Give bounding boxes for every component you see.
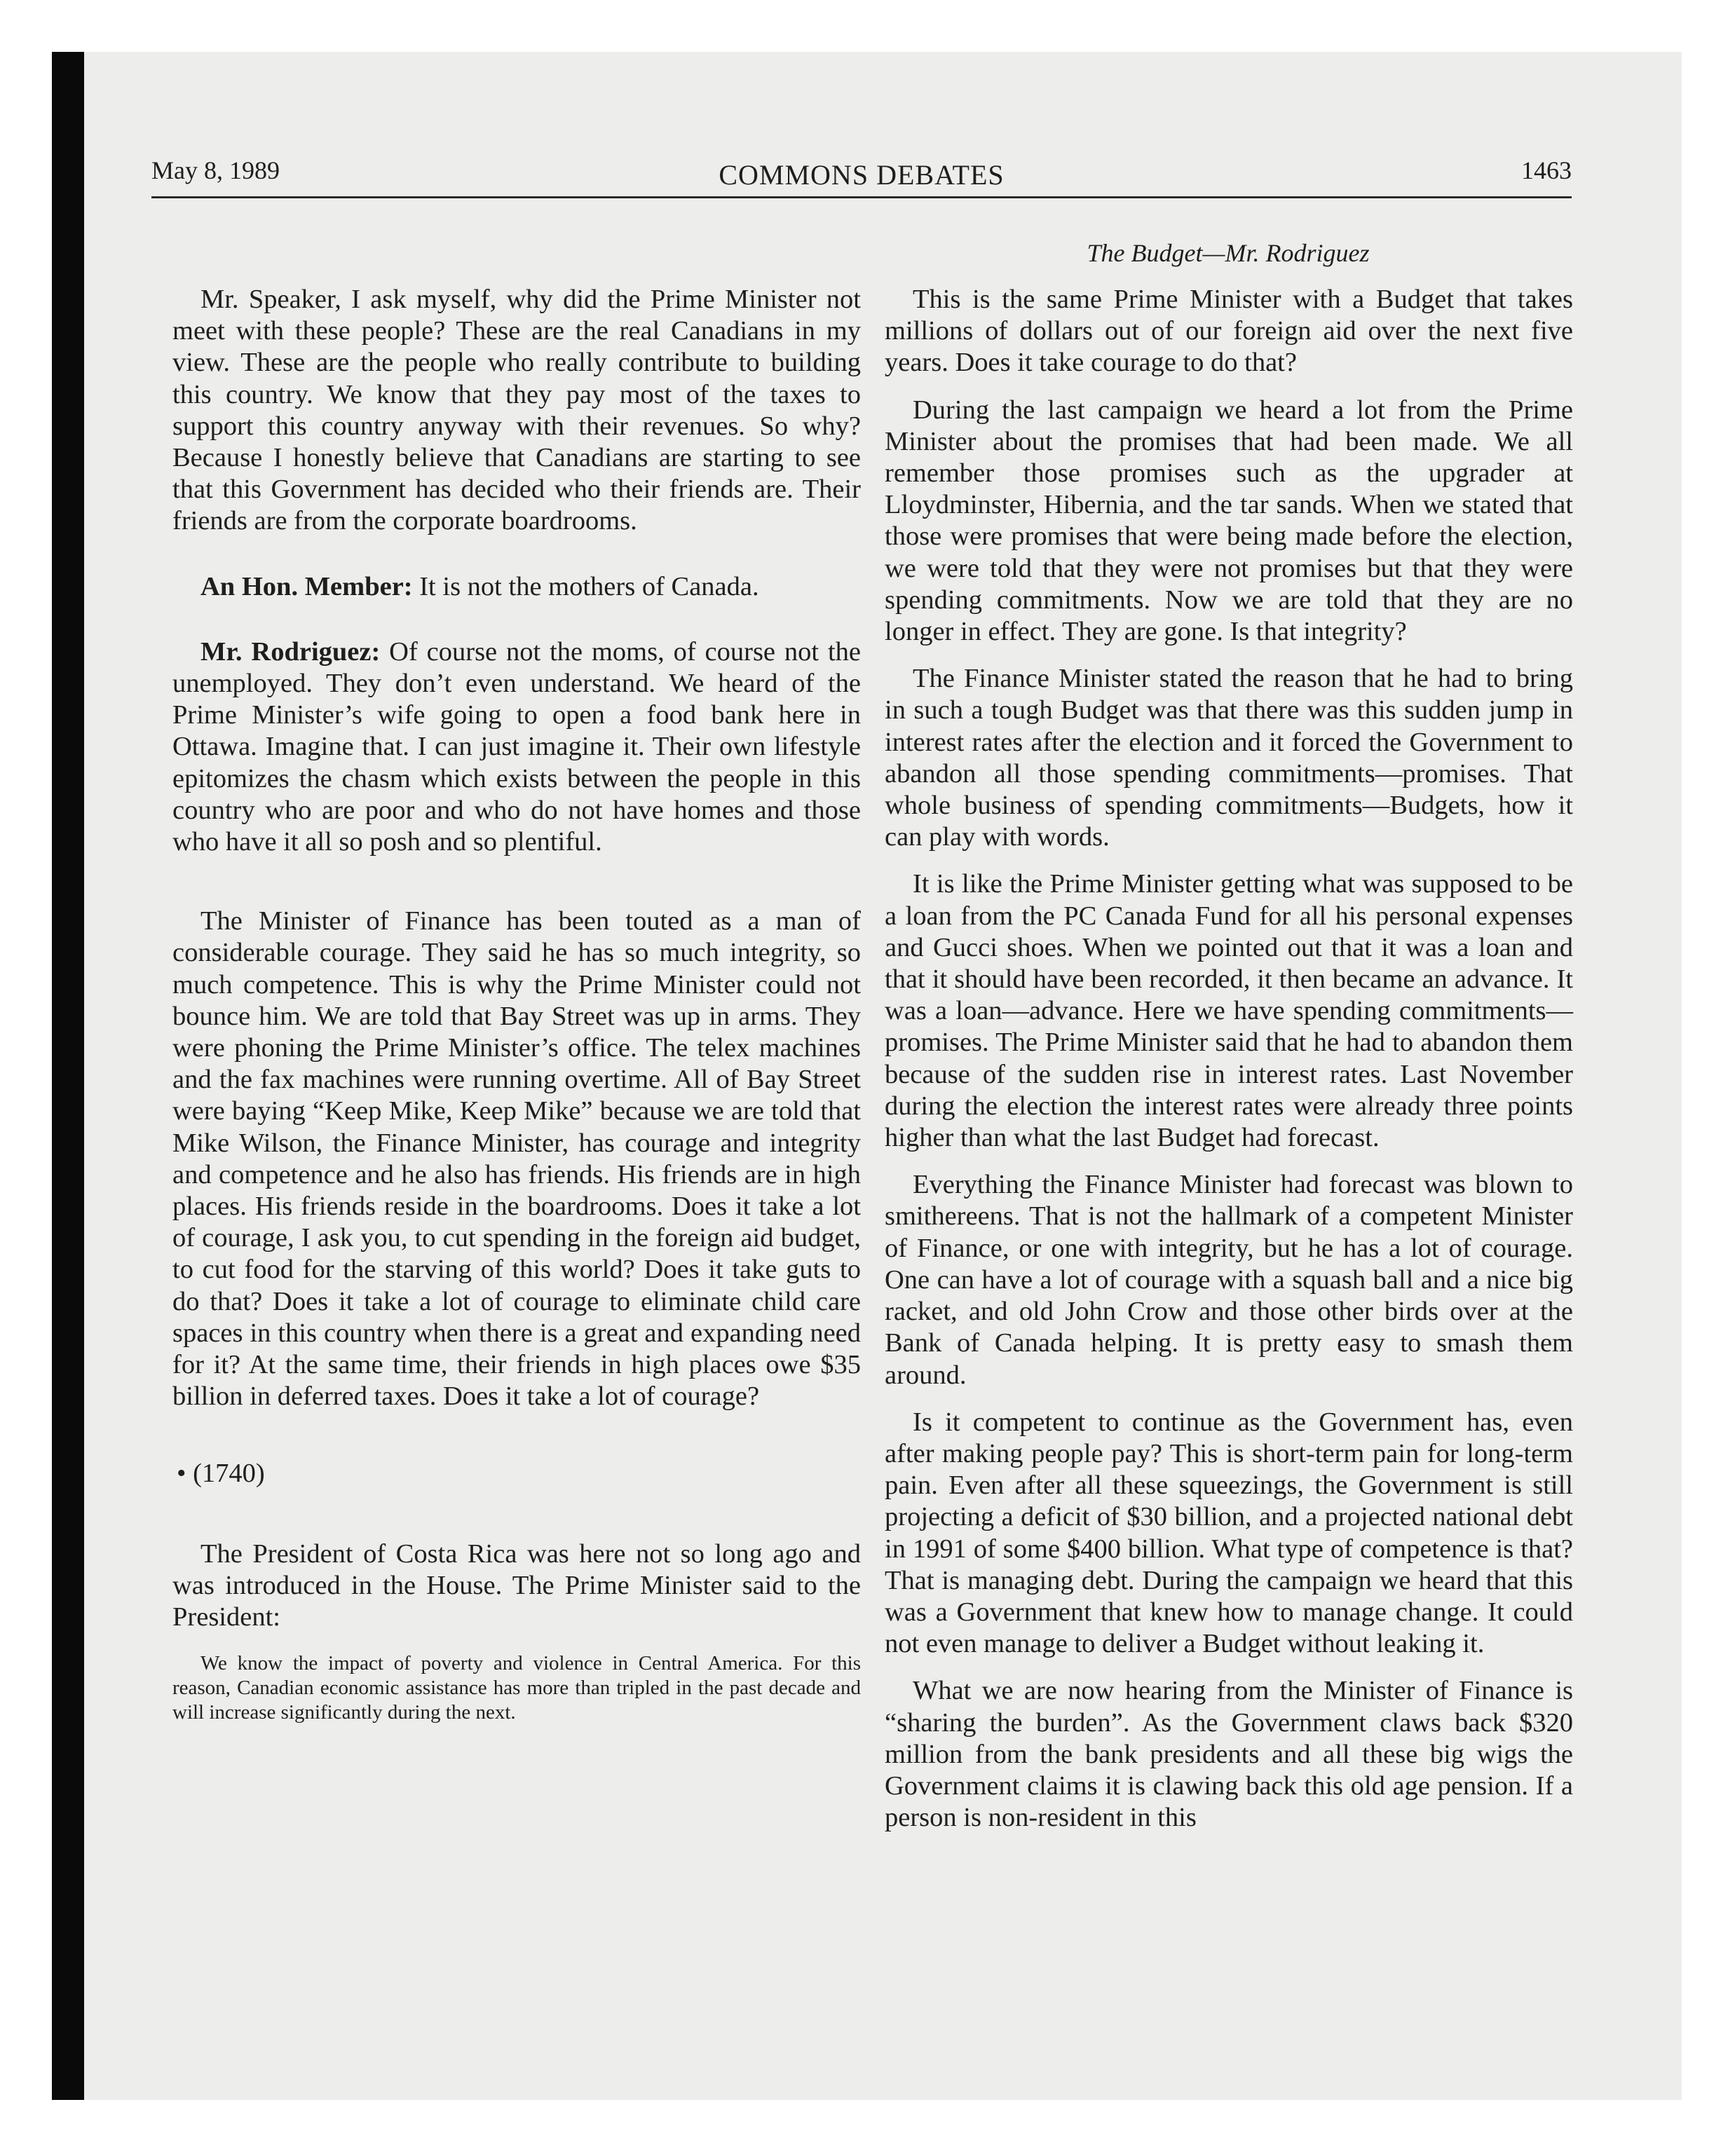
running-head: The Budget—Mr. Rodriguez <box>1087 239 1370 267</box>
paragraph: It is like the Prime Minister getting what was supposed to be a loan from the PC Canada Fund for all his personal expenses and Gucci shoes. When we pointed out that it was a loan and that it should have been recorded, it then became an advance. It was a loan—advance. Here we have spending commitments—promises. The Prime Minister said that he had to abandon them because of the sudden rise in interest rates. Last November during the election the interest rates were already three points higher than what the last Budget had forecast. <box>885 869 1573 1153</box>
paragraph: The President of Costa Rica was here not so long ago and was introduced in the House. The Prime Minister said to the President: <box>172 1538 861 1632</box>
paragraph <box>172 571 861 603</box>
header-page-number: 1463 <box>1521 156 1572 184</box>
paragraph: The Minister of Finance has been touted as a man of considerable courage. They said he has so much integrity, so much competence. This is why the Prime Minister could not bounce him. We are told that Bay Street was up in arms. They were phoning the Prime Minister’s office. The telex machines and the fax machines were running overtime. All of Bay Street were baying “Keep Mike, Keep Mike” because we are told that Mike Wilson, the Finance Minister, has courage and integrity and competence and he also has friends. His friends are in high places. His friends reside in the boardrooms. Does it take a lot of courage, I ask you, to cut spending in the foreign aid budget, to cut food for the starving of this world? Does it take guts to do that? Does it take a lot of courage to eliminate child care spaces in this country when there is a great and expanding need for it? At the same time, their friends in high places owe $35 billion in deferred taxes. Does it take a lot of courage? <box>172 906 861 1412</box>
paragraph: Everything the Finance Minister had forecast was blown to smithereens. That is not the hallmark of a competent Minister of Finance, or one with integrity, but he has a lot of courage. One can have a lot of courage with a squash ball and a nice big racket, and old John Crow and those other birds over at the Bank of Canada helping. It is pretty easy to smash them around. <box>885 1170 1573 1390</box>
paragraph: The Finance Minister stated the reason that he had to bring in such a tough Budget was that there was this sudden jump in interest rates after the election and it forced the Government to abandon all those spending commitments—promises. That whole business of spending commitments—Budgets, how it can play with words. <box>885 664 1573 852</box>
paragraph: During the last campaign we heard a lot from the Prime Minister about the promises that had been made. We all remember those promises such as the upgrader at Lloydminster, Hibernia, and the tar sands. When we stated that those were promises that were being made before the election, we were told that they were not promises but that they were spending commitments. Now we are told that they are no longer in effect. They are gone. Is that integrity? <box>885 395 1573 647</box>
block-quote: We know the impact of poverty and violence in Central America. For this reason, Canadian economic assistance has more than tripled in the past decade and will increase significantly during the next. <box>172 1652 861 1724</box>
time-marker: • (1740) <box>177 1458 265 1488</box>
header-date: May 8, 1989 <box>151 156 280 184</box>
paragraph: This is the same Prime Minister with a Budget that takes millions of dollars out of our foreign aid over the next five years. Does it take courage to do that? <box>885 285 1573 378</box>
paragraph: Is it competent to continue as the Government has, even after making people pay? This is short-term pain for long-term pain. Even after all these squeezings, the Government is still projecting a deficit of $30 billion, and a projected national debt in 1991 of some $400 billion. What type of competence is that? That is managing debt. During the campaign we heard that this was a Government that knew how to manage change. It could not even manage to deliver a Budget without leaking it. <box>885 1407 1573 1659</box>
paragraph: What we are now hearing from the Minister of Finance is “sharing the burden”. As the Government claws back $320 million from the bank presidents and all these big wigs the Government claims it is clawing back this old age pension. If a person is non-resident in this <box>885 1676 1573 1833</box>
right-column <box>885 284 1573 1849</box>
speaker-name: Mr. Rodriguez: <box>200 636 381 667</box>
page-header <box>151 156 1572 198</box>
header-title: COMMONS DEBATES <box>719 159 1005 191</box>
left-column <box>172 284 861 1725</box>
paragraph: Mr. Speaker, I ask myself, why did the Prime Minister not meet with these people? These are the real Canadians in my view. These are the people who really contribute to building this country. We know that they pay most of the taxes to support this country anyway with their revenues. So why? Because I honestly believe that Canadians are starting to see that this Government has decided who their friends are. Their friends are from the corporate boardrooms. <box>172 285 861 536</box>
speech-text: It is not the mothers of Canada. <box>412 571 759 601</box>
speech-text: Of course not the moms, of course not the unemployed. They don’t even understand. We heard of the Prime Minister’s wife going to open a food bank here in Ottawa. Imagine that. I can just imagine it. Their own lifestyle epitomizes the chasm which exists between the people in this country who are poor and who do not have homes and those who have it all so posh and so plentiful. <box>172 636 861 857</box>
header-rule <box>151 196 1572 198</box>
scan-edge-bar <box>52 52 84 2100</box>
paragraph <box>172 636 861 858</box>
speaker-name: An Hon. Member: <box>200 571 413 601</box>
